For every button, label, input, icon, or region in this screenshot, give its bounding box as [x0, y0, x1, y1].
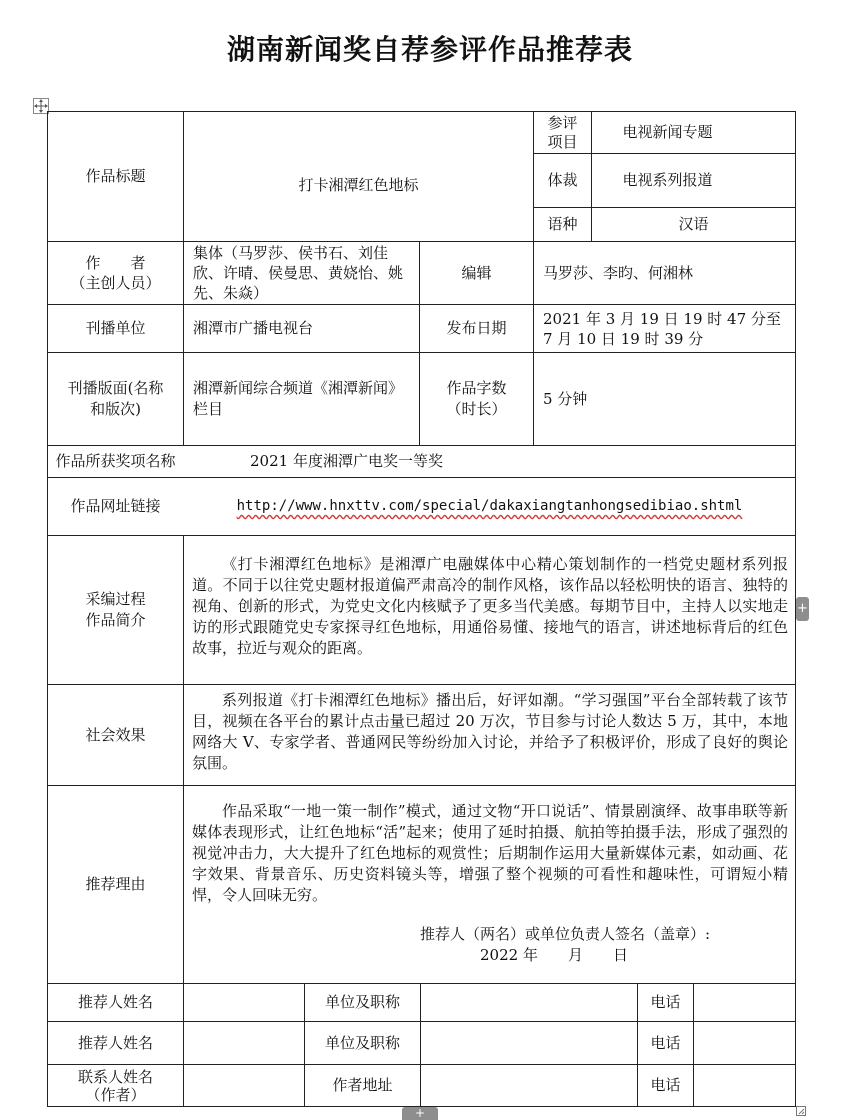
value-reason: 作品采取“一地一策一制作”模式，通过文物“开口说话”、情景剧演绎、故事串联等新媒体表现形式，让红色地标“活”起来；使用了延时拍摄、航拍等拍摄手法，形成了强烈的视觉冲击力，大大提升了红色地标的观赏性；后期制作运用大量新媒体元素，如动画、花字效果、背景音乐、历史资料镜头等，增强了整个视频的可看性和趣味性，可谓短小精悍，令人回味无穷。 [192, 802, 788, 904]
value-publisher: 湘潭市广播电视台 [193, 319, 314, 337]
label-publish-date: 发布日期 [446, 319, 507, 337]
label-url: 作品网址链接 [70, 497, 161, 515]
label-work-title: 作品标题 [85, 167, 146, 185]
value-publish-date: 2021 年 3 月 19 日 19 时 47 分至 7 月 10 日 19 时 39 分 [543, 309, 781, 348]
input-contact-name[interactable] [184, 1065, 304, 1106]
work-url-link[interactable]: http://www.hnxttv.com/special/dakaxiangtanhongsedibiao.shtml [236, 498, 743, 514]
date-line: 2022 年 月 日 [480, 946, 628, 964]
label-contact-name: 联系人姓名 （作者） [77, 1067, 153, 1104]
input-unit-title-2[interactable] [421, 1022, 637, 1064]
value-author: 集体（马罗莎、侯书石、刘佳欣、许晴、侯曼思、黄娆怡、姚先、朱焱） [193, 244, 404, 302]
label-unit-title-2: 单位及职称 [324, 1033, 400, 1052]
add-column-tab[interactable]: + [796, 597, 809, 621]
label-genre: 体裁 [547, 171, 578, 189]
value-award: 2021 年度湘潭广电奖一等奖 [250, 452, 443, 470]
input-recommender-name-2[interactable] [184, 1022, 304, 1064]
label-phone-3: 电话 [650, 1076, 681, 1094]
label-word-count: 作品字数 （时长） [446, 379, 507, 418]
label-language: 语种 [547, 215, 578, 233]
label-editor: 编辑 [461, 263, 492, 282]
label-phone-2: 电话 [650, 1033, 681, 1052]
value-impact: 系列报道《打卡湘潭红色地标》播出后，好评如潮。“学习强国”平台全部转载了该节目，视频在各平台的累计点击量已超过 20 万次，节目参与讨论人数达 5 万，其中，本地网络大 V、专家学者、普通网民等纷纷加入讨论，并给予了积极评价，形成了良好的舆论氛围。 [192, 691, 788, 772]
label-category: 参评 项目 [547, 113, 578, 151]
label-process: 采编过程 作品简介 [85, 590, 146, 629]
label-author: 作 者 （主创人员） [70, 254, 161, 292]
value-editor: 马罗莎、李昀、何湘林 [543, 263, 694, 282]
value-work-title: 打卡湘潭红色地标 [298, 176, 419, 194]
input-phone-3[interactable] [694, 1065, 795, 1106]
value-word-count: 5 分钟 [543, 389, 588, 408]
table-resize-handle-icon[interactable] [796, 1106, 806, 1116]
input-phone-2[interactable] [694, 1022, 795, 1064]
input-author-address[interactable] [421, 1065, 637, 1106]
input-unit-title-1[interactable] [421, 984, 637, 1021]
label-reason: 推荐理由 [85, 875, 146, 893]
label-publisher: 刊播单位 [85, 319, 146, 337]
value-genre: 电视系列报道 [622, 171, 713, 189]
label-recommender-name-1: 推荐人姓名 [77, 993, 153, 1011]
input-recommender-name-1[interactable] [184, 984, 304, 1021]
add-row-tab[interactable]: + [402, 1107, 438, 1120]
label-phone-1: 电话 [650, 993, 681, 1011]
value-category: 电视新闻专题 [622, 123, 713, 141]
value-edition: 湘潭新闻综合频道《湘潭新闻》栏目 [193, 379, 404, 418]
label-recommender-name-2: 推荐人姓名 [77, 1033, 153, 1052]
document-title: 湖南新闻奖自荐参评作品推荐表 [226, 33, 633, 66]
value-language: 汉语 [678, 215, 709, 233]
label-unit-title-1: 单位及职称 [324, 993, 400, 1011]
label-author-address: 作者地址 [332, 1076, 393, 1094]
signature-line: 推荐人（两名）或单位负责人签名（盖章）: [419, 925, 710, 943]
label-award: 作品所获奖项名称 [55, 452, 176, 470]
value-process: 《打卡湘潭红色地标》是湘潭广电融媒体中心精心策划制作的一档党史题材系列报道。不同于以往党史题材报道偏严肃高冷的制作风格，该作品以轻松明快的语言、独特的视角、创新的形式，为党史文化内核赋予了更多当代美感。每期节目中，主持人以实地走访的形式跟随党史专家探寻红色地标，用通俗易懂、接地气的语言，讲述地标背后的红色故事，拉近与观众的距离。 [192, 555, 788, 657]
label-edition: 刊播版面(名称 和版次) [67, 379, 164, 418]
label-impact: 社会效果 [85, 725, 146, 744]
input-phone-1[interactable] [694, 984, 795, 1021]
